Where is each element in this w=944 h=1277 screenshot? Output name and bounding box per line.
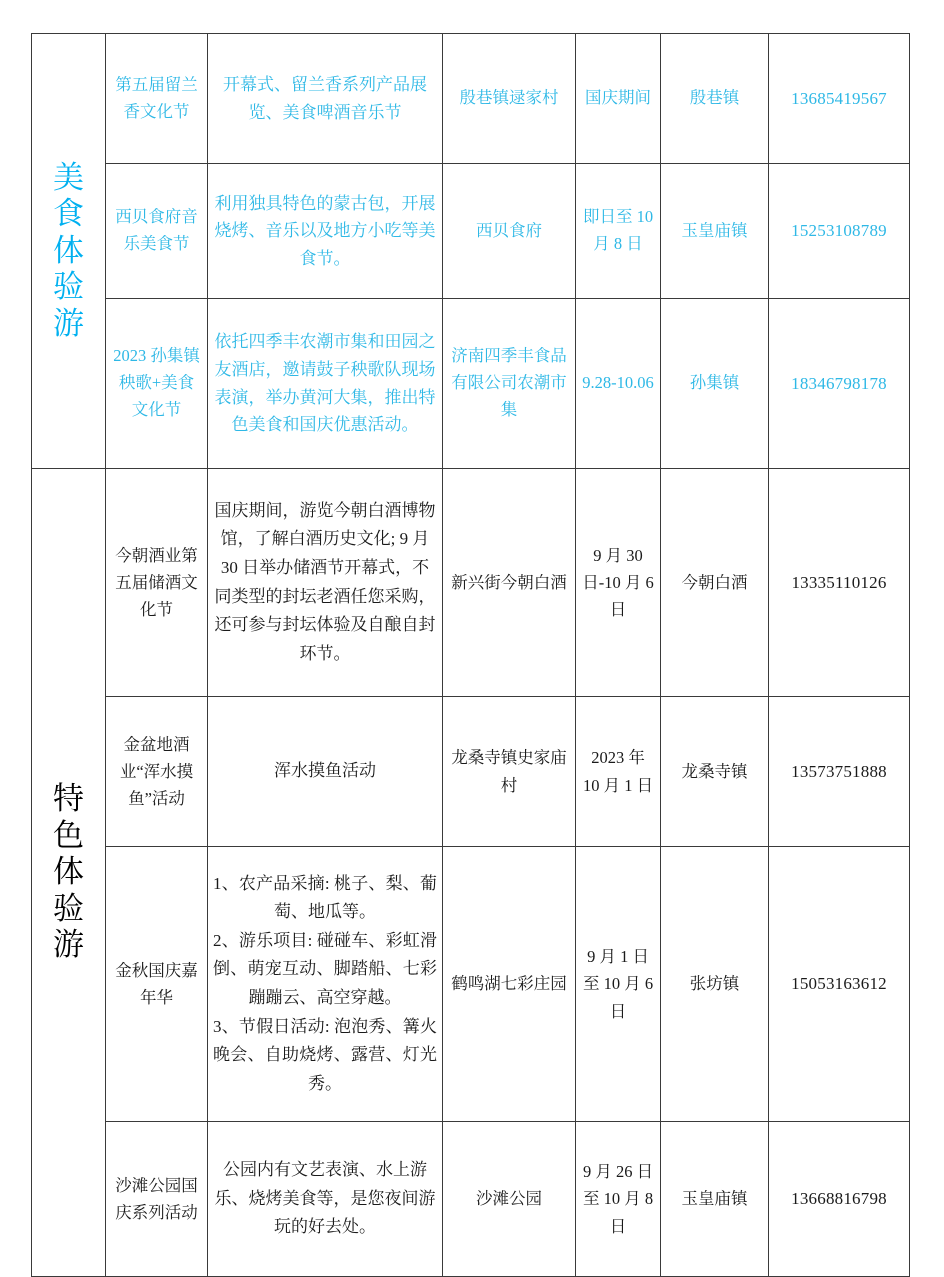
- activity-date: 9 月 26 日至 10 月 8 日: [576, 1122, 661, 1277]
- activity-phone: 18346798178: [769, 299, 910, 469]
- category-char: 色: [53, 817, 84, 853]
- category-char: 特: [53, 781, 84, 817]
- activity-date: 9 月 1 日至 10 月 6 日: [576, 847, 661, 1122]
- activity-name: 西贝食府音乐美食节: [106, 164, 208, 299]
- category-char: 验: [53, 890, 84, 926]
- activity-phone: 15253108789: [769, 164, 910, 299]
- category-char: 美: [53, 159, 84, 195]
- activity-town: 孙集镇: [661, 299, 769, 469]
- activity-content: 国庆期间，游览今朝白酒博物馆，了解白酒历史文化; 9 月 30 日举办储酒节开幕式，不同类型的封坛老酒任您采购，还可参与封坛体验及自酿自封环节。: [208, 469, 443, 697]
- category-char: 体: [53, 854, 84, 890]
- activity-content: 浑水摸鱼活动: [208, 697, 443, 847]
- activity-name: 第五届留兰香文化节: [106, 34, 208, 164]
- table-row: [32, 164, 910, 299]
- activity-town: 张坊镇: [661, 847, 769, 1122]
- category-label-vertical: [37, 781, 100, 964]
- activity-date: 即日至 10 月 8 日: [576, 164, 661, 299]
- activity-name: 沙滩公园国庆系列活动: [106, 1122, 208, 1277]
- category-char: 游: [53, 927, 84, 963]
- activity-content: 利用独具特色的蒙古包，开展烧烤、音乐以及地方小吃等美食节。: [208, 164, 443, 299]
- category-char: 体: [53, 232, 84, 268]
- activity-location: 济南四季丰食品有限公司农潮市集: [443, 299, 576, 469]
- table-row: [32, 1122, 910, 1277]
- activity-content: [208, 847, 443, 1122]
- table-row: [32, 847, 910, 1122]
- activity-date: 9.28-10.06: [576, 299, 661, 469]
- category-cell-featured-experience-tour: [32, 469, 106, 1277]
- activity-location: 西贝食府: [443, 164, 576, 299]
- activity-content: 公园内有文艺表演、水上游乐、烧烤美食等，是您夜间游玩的好去处。: [208, 1122, 443, 1277]
- activity-name: 金秋国庆嘉年华: [106, 847, 208, 1122]
- activity-phone: 15053163612: [769, 847, 910, 1122]
- category-char: 验: [53, 269, 84, 305]
- activity-town: 今朝白酒: [661, 469, 769, 697]
- activity-date: 2023 年 10 月 1 日: [576, 697, 661, 847]
- table-row: [32, 34, 910, 164]
- activity-phone: 13685419567: [769, 34, 910, 164]
- activity-phone: 13335110126: [769, 469, 910, 697]
- activity-town: 龙桑寺镇: [661, 697, 769, 847]
- activity-content-line: 1、农产品采摘: 桃子、梨、葡萄、地瓜等。: [213, 873, 437, 922]
- activity-date: 9 月 30 日-10 月 6 日: [576, 469, 661, 697]
- activity-location: 新兴街今朝白酒: [443, 469, 576, 697]
- activity-town: 玉皇庙镇: [661, 164, 769, 299]
- activity-location: 殷巷镇逯家村: [443, 34, 576, 164]
- table-row: [32, 469, 910, 697]
- activity-location: 龙桑寺镇史家庙村: [443, 697, 576, 847]
- category-label-vertical: [37, 160, 100, 343]
- activity-location: 鹤鸣湖七彩庄园: [443, 847, 576, 1122]
- activity-town: 玉皇庙镇: [661, 1122, 769, 1277]
- activity-content: 开幕式、留兰香系列产品展览、美食啤酒音乐节: [208, 34, 443, 164]
- activity-date: 国庆期间: [576, 34, 661, 164]
- category-char: 游: [53, 305, 84, 341]
- category-cell-food-experience-tour: [32, 34, 106, 469]
- activity-name: 金盆地酒业“浑水摸鱼”活动: [106, 697, 208, 847]
- activity-schedule-table: [31, 33, 910, 1277]
- table-row: [32, 299, 910, 469]
- activity-town: 殷巷镇: [661, 34, 769, 164]
- activity-name: 今朝酒业第五届储酒文化节: [106, 469, 208, 697]
- table-row: [32, 697, 910, 847]
- activity-phone: 13668816798: [769, 1122, 910, 1277]
- category-char: 食: [53, 196, 84, 232]
- activity-name: 2023 孙集镇秧歌+美食文化节: [106, 299, 208, 469]
- activity-content: 依托四季丰农潮市集和田园之友酒店，邀请鼓子秧歌队现场表演，举办黄河大集，推出特色美食和国庆优惠活动。: [208, 299, 443, 469]
- activity-location: 沙滩公园: [443, 1122, 576, 1277]
- activity-phone: 13573751888: [769, 697, 910, 847]
- activity-content-line: 3、节假日活动: 泡泡秀、篝火晚会、自助烧烤、露营、灯光秀。: [213, 1016, 437, 1093]
- activity-content-line: 2、游乐项目: 碰碰车、彩虹滑倒、萌宠互动、脚踏船、七彩蹦蹦云、高空穿越。: [213, 930, 437, 1007]
